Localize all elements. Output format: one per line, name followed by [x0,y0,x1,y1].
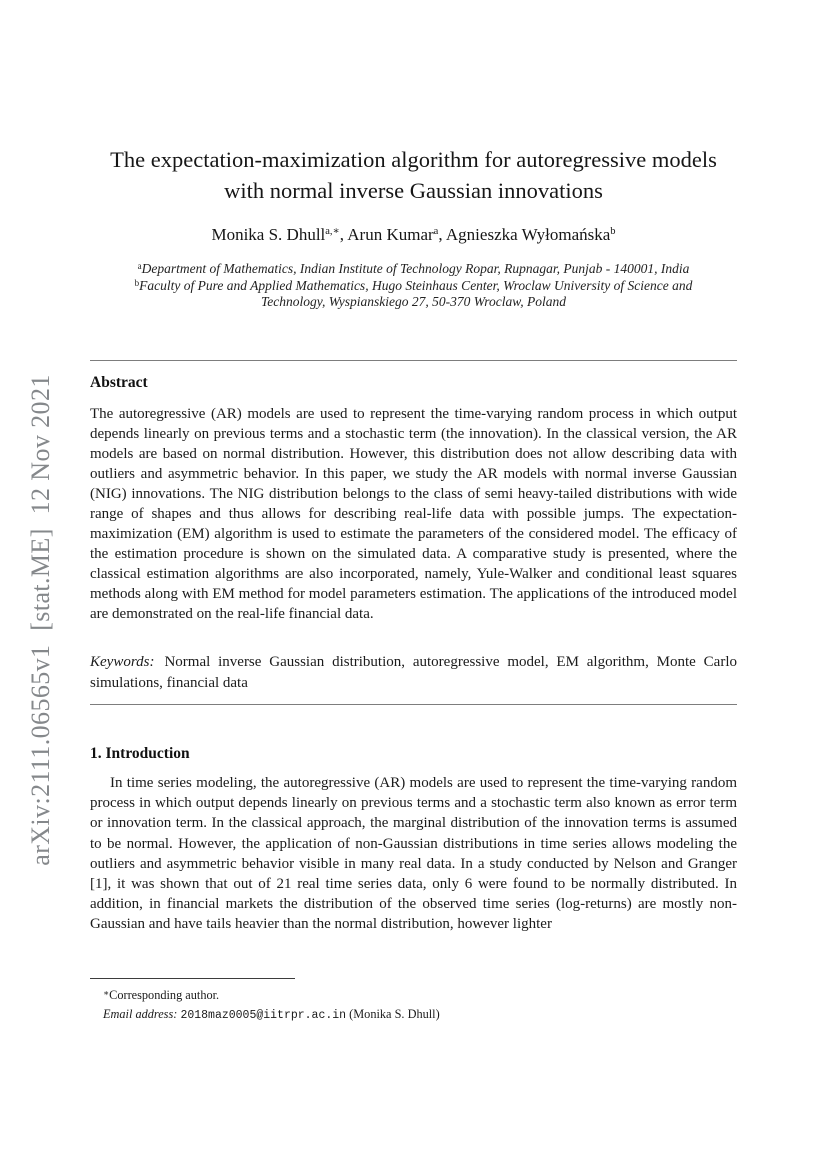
footnote-marker: ∗ [103,988,110,998]
affiliation-superscript: a [137,261,142,271]
arxiv-watermark: arXiv:2111.06565v1 [stat.ME] 12 Nov 2021 [26,374,55,866]
abstract-bottom-rule [90,704,737,705]
affiliation-superscript: b [134,278,140,289]
author-superscript: a [433,226,439,237]
title-line-2: with normal inverse Gaussian innovations [224,178,603,203]
keywords-block [90,652,737,693]
author-name: Agnieszka Wyłomańska [445,225,611,244]
affiliation-line [70,276,757,293]
email-label: Email address: [103,1006,178,1021]
corresponding-author-note [90,984,737,1005]
author-name: Monika S. Dhull [211,225,326,244]
author-superscript: b [610,226,616,237]
abstract-heading: Abstract [90,374,148,391]
keywords-text: Normal inverse Gaussian distribution, autoregressive model, EM algorithm, Monte Carlo simulations, financial data [90,654,737,691]
keywords-label: Keywords: [90,654,155,670]
paper-title [90,144,737,206]
author-separator: , [438,225,446,244]
email-owner: (Monika S. Dhull) [349,1006,440,1021]
affiliations-block [70,259,757,309]
abstract-top-rule [90,360,737,361]
affiliation-text: Department of Mathematics, Indian Institute of Technology Ropar, Rupnagar, Punjab - 140001, India [141,261,690,276]
footnote-divider [90,978,295,979]
title-line-1: The expectation-maximization algorithm for autoregressive models [110,147,717,172]
section-heading-introduction: 1. Introduction [90,745,190,762]
email-line [90,1005,737,1026]
email-address: 2018maz0005@iitrpr.ac.in [180,1008,347,1022]
author-superscript: a,∗ [325,226,340,237]
introduction-paragraph: In time series modeling, the autoregressive (AR) models are used to represent the time-varying random process in which output depends linearly on previous terms and a stochastic term also known as error term or innovation term. In the classical approach, the marginal distribution of the innovation terms is assumed to be normal. However, the application of non-Gaussian distributions in time series allows modeling the outliers and asymmetric behavior visible in many real data. In a study conducted by Nelson and Granger [1], it was shown that out of 21 real time series data, only 6 were found to be normally distributed. In addition, in financial markets the distribution of the observed time series (log-returns) are mostly non-Gaussian and have tails heavier than the normal distribution, however lighter [90,775,737,933]
affiliation-text: Technology, Wyspianskiego 27, 50-370 Wroclaw, Poland [261,293,566,309]
author-separator: , [339,225,348,244]
abstract-body: The autoregressive (AR) models are used to represent the time-varying random process in which output depends linearly on previous terms and a stochastic term (the innovation). In the classical version, the AR models are based on normal distribution. However, this distribution does not allow describing data with outliers and asymmetric behavior. In this paper, we study the AR models with normal inverse Gaussian (NIG) innovations. The NIG distribution belongs to the class of semi heavy-tailed distributions with wide range of shapes and thus allows for describing real-life data with possible jumps. The expectation-maximization (EM) algorithm is used to estimate the parameters of the considered model. The efficacy of the estimation procedure is shown on the simulated data. A comparative study is presented, where the classical estimation algorithms are also incorporated, namely, Yule-Walker and conditional least squares methods along with EM method for model parameters estimation. The applications of the introduced model are demonstrated on the real-life financial data. [90,406,737,622]
footnote-block [90,984,737,1025]
affiliation-line [70,294,757,309]
author-name: Arun Kumar [347,225,434,244]
affiliation-text: Faculty of Pure and Applied Mathematics, Hugo Steinhaus Center, Wroclaw University of Science and [139,278,693,294]
authors-line [90,225,737,245]
affiliation-line [70,259,757,276]
corresponding-author-text: Corresponding author. [109,988,220,1002]
